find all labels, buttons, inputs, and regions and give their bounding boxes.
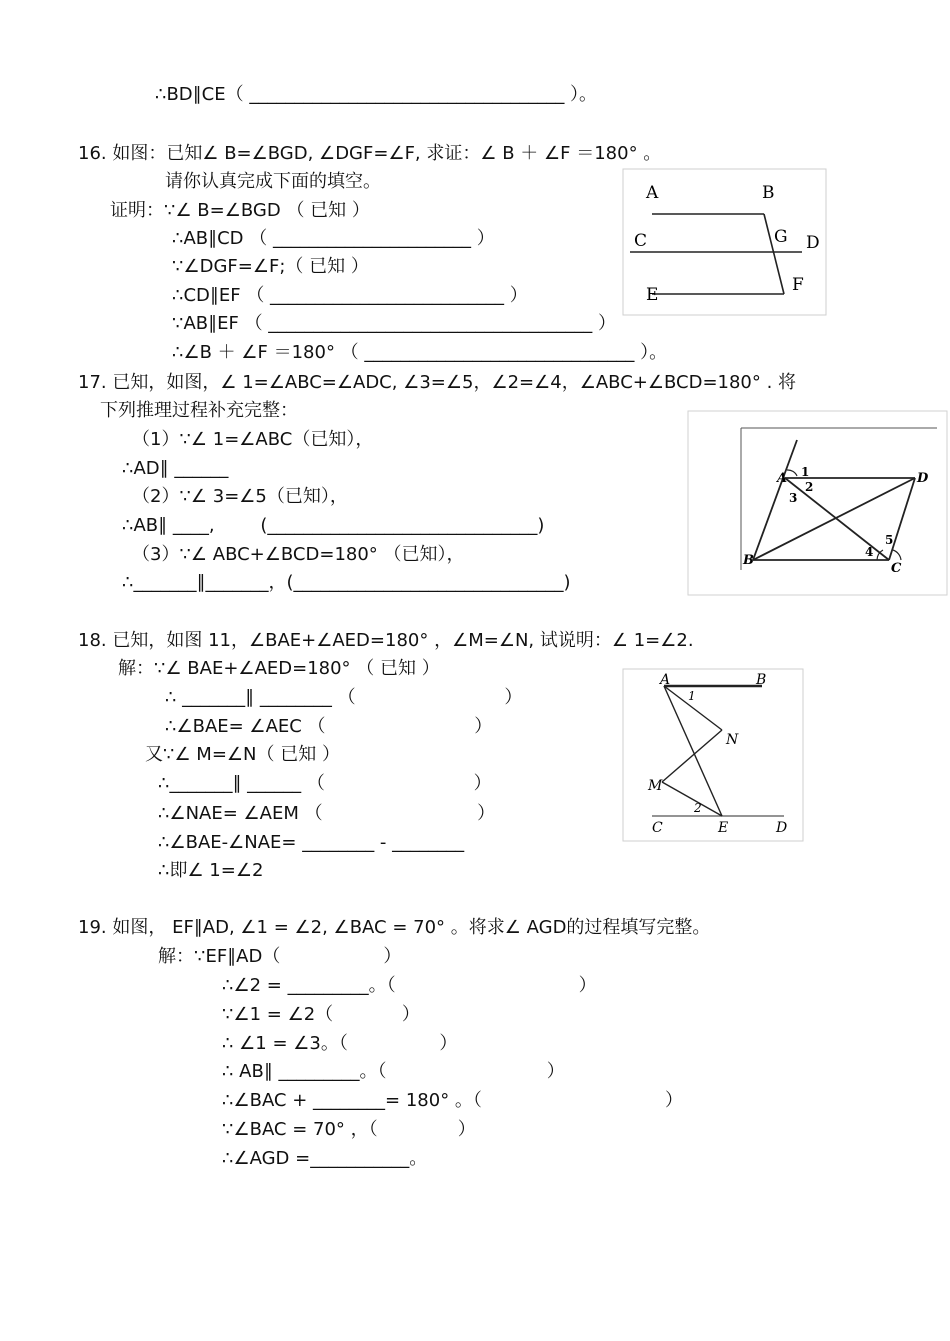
q17-step: （2）∵∠ 3=∠5（已知）， (132, 486, 348, 507)
fig17-label: D (917, 471, 929, 486)
q16-instruction: 请你认真完成下面的填空。 (165, 171, 381, 192)
fig18-label: C (652, 820, 663, 836)
q17-step: ∴AB∥ ____, (______________________________) (122, 515, 545, 536)
q18-step: 解：∵∠ BAE+∠AED=180° （ 已知 ） (118, 658, 440, 679)
q17-statement: 17. 已知，如图，∠ 1=∠ABC=∠ADC, ∠3=∠5，∠2=∠4，∠ABC+∠BCD=180° . 将 (78, 372, 797, 393)
q18-step: ∴即∠ 1=∠2 (158, 860, 264, 881)
q17-step: ∴AD∥ ______ (122, 458, 229, 479)
fig16-label: D (806, 233, 820, 253)
fig18-label: 2 (694, 801, 702, 815)
q17-step: ∴_______∥_______，(______________________________) (122, 572, 571, 593)
fig17-label: 1 (801, 465, 810, 479)
q18-step: ∴∠NAE= ∠AEM （ ） (158, 803, 496, 824)
q19-step: ∴∠BAC + ________= 180° 。（ ） (222, 1090, 684, 1111)
q19-step: ∴∠2 = _________。（ ） (222, 975, 597, 996)
fig17-label: 4 (865, 545, 874, 559)
fig16-label: F (792, 275, 804, 295)
fig17-label: A (777, 471, 788, 486)
q16-statement: 16. 如图：已知∠ B=∠BGD, ∠DGF=∠F, 求证：∠ B ＋ ∠F ＝180° 。 (78, 143, 662, 164)
fig17-label: C (891, 561, 902, 576)
q17-figure (687, 410, 949, 596)
fig18-label: B (756, 672, 767, 688)
q19-step: ∵∠1 = ∠2（ ） (222, 1004, 420, 1025)
q19-step: ∴ ∠1 = ∠3。（ ） (222, 1033, 458, 1054)
fig17-label: B (743, 553, 754, 568)
fig18-label: D (776, 820, 788, 836)
q19-step: ∴∠AGD =___________。 (222, 1148, 428, 1169)
fig18-label: 1 (688, 689, 696, 703)
q16-proof-line: ∵∠DGF=∠F;（ 已知 ） (172, 256, 369, 277)
q19-step: 解：∵EF∥AD（ ） (158, 946, 402, 967)
q18-step: ∴ _______∥ ________ （ ） (165, 687, 523, 708)
fig16-label: B (762, 183, 775, 203)
q18-step: 又∵∠ M=∠N（ 已知 ） (145, 744, 340, 765)
q16-figure (622, 168, 827, 316)
q16-proof-line: ∴CD∥EF （ __________________________ ） (172, 285, 528, 306)
q17-step: （1）∵∠ 1=∠ABC（已知）， (132, 429, 374, 450)
q17-step: （3）∵∠ ABC+∠BCD=180° （已知）， (132, 544, 465, 565)
fig17-label: 5 (885, 533, 894, 547)
fig18-label: A (660, 672, 671, 688)
fig16-label: G (774, 227, 788, 247)
q18-figure (622, 668, 804, 842)
fig16-label: C (634, 231, 648, 251)
q16-proof-line: 证明：∵∠ B=∠BGD （ 已知 ） (110, 200, 370, 221)
q16-proof-line: ∴∠B ＋ ∠F ＝180° （ ______________________________ ）。 (172, 342, 668, 363)
q18-step: ∴∠BAE-∠NAE= ________ - ________ (158, 832, 465, 853)
q19-statement: 19. 如图， EF∥AD, ∠1 = ∠2, ∠BAC = 70° 。将求∠ AGD的过程填写完整。 (78, 917, 711, 938)
fig17-label: 2 (805, 480, 814, 494)
q18-statement: 18. 已知，如图 11，∠BAE+∠AED=180° ，∠M=∠N, 试说明：∠ 1=∠2. (78, 630, 694, 651)
q17-instruction: 下列推理过程补充完整： (100, 400, 298, 421)
fig18-label: M (648, 778, 663, 794)
q18-step: ∴_______∥ ______ （ ） (158, 773, 492, 794)
q15-last-line: ∴BD∥CE（ ___________________________________ ）。 (155, 84, 598, 105)
q19-step: ∵∠BAC = 70° ，（ ） (222, 1119, 476, 1140)
fig17-label: 3 (789, 491, 798, 505)
fig16-label: E (646, 285, 659, 305)
q16-proof-line: ∴AB∥CD （ ______________________ ） (172, 228, 495, 249)
fig16-label: A (646, 183, 659, 203)
q19-step: ∴ AB∥ _________。（ ） (222, 1061, 565, 1082)
q18-step: ∴∠BAE= ∠AEC （ ） (165, 716, 493, 737)
q16-proof-line: ∵AB∥EF （ ____________________________________ ） (172, 313, 617, 334)
fig18-label: E (718, 820, 729, 836)
fig18-label: N (726, 732, 739, 748)
